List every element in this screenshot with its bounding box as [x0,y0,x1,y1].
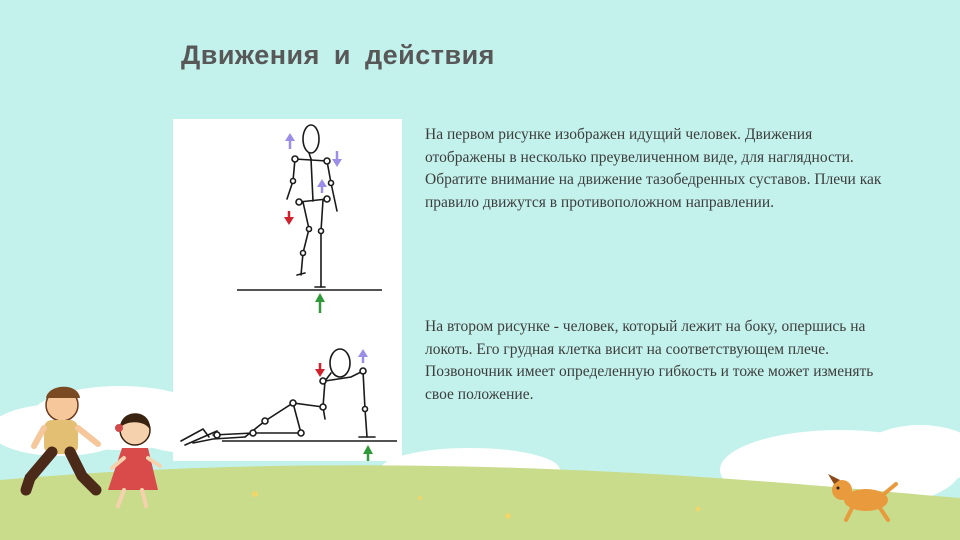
walking-figure [287,125,337,287]
slide-title: Движения и действия [181,40,495,70]
arrow-down-icon [284,211,294,225]
arrow-up-icon [317,179,327,193]
arrow-down-icon [332,151,342,167]
reclining-figure [181,349,375,445]
description-walking: На первом рисунке изображен идущий человек. Движения отображены в несколько преувеличенном виде, для наглядности. Обратите внимание на движение тазобедренных суставов. Плечи как правило движутся в противоположном направлении. [425,126,882,211]
arrow-up-icon [285,133,295,149]
stick-figures-illustration [173,119,402,461]
arrow-down-icon [315,363,325,377]
description-reclining: На втором рисунке - человек, который лежит на боку, опершись на локоть. Его грудная клетка висит на соответствующем плече. Позвоночник имеет определенную гибкость и тоже может изменять свое положение. [425,318,874,403]
arrow-up-icon [358,349,368,363]
ground-arrow-icon [363,445,373,461]
figure-panel [173,119,402,461]
ground-arrow-icon [315,293,325,313]
